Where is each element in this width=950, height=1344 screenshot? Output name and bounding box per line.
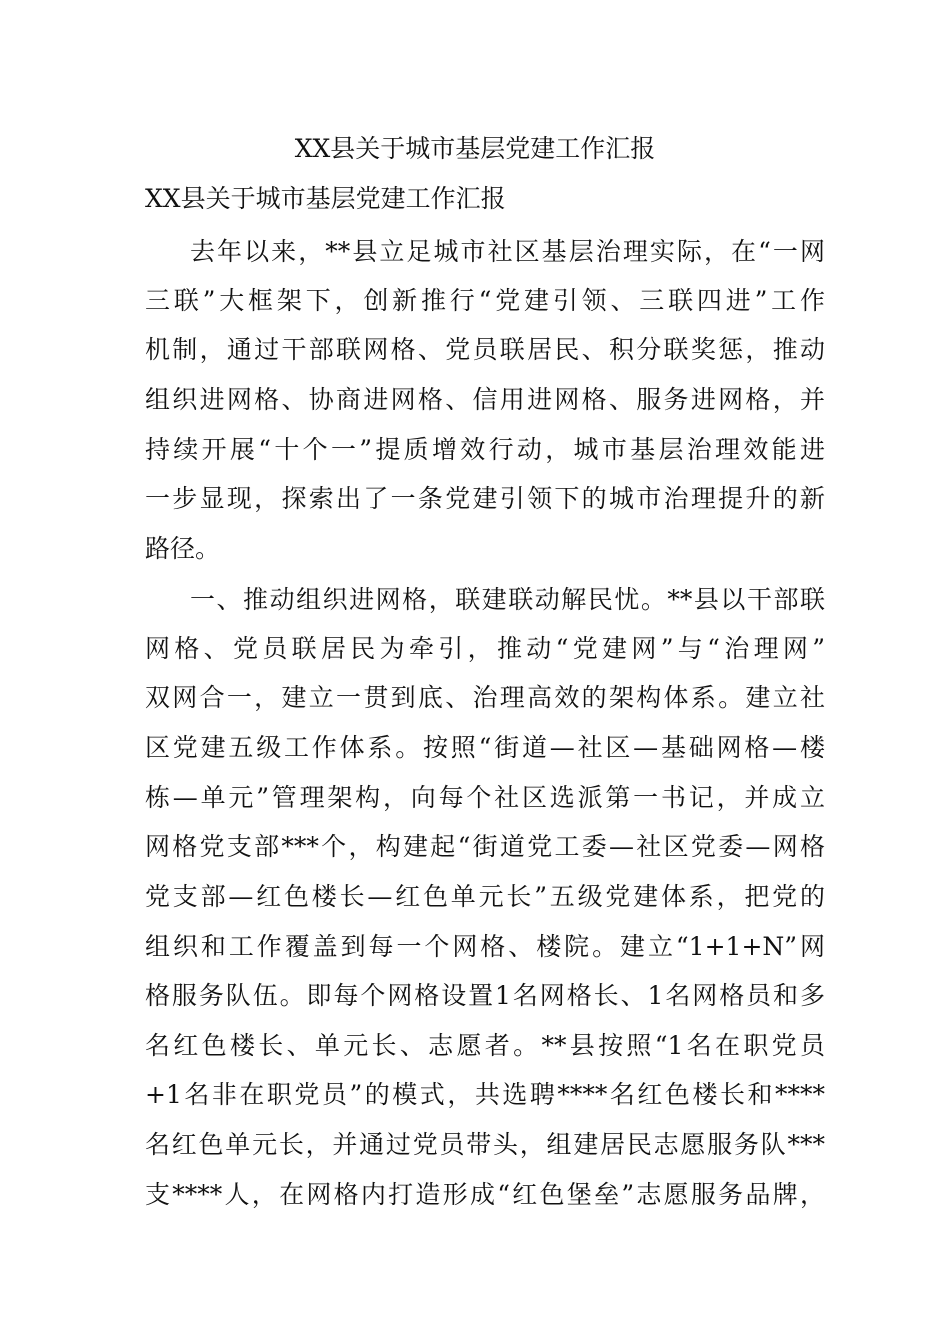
paragraph-line: 区党建五级工作体系。按照“街道—社区—基础网格—楼 xyxy=(145,733,825,762)
paragraph-line: 名红色单元长，并通过党员带头，组建居民志愿服务队*** xyxy=(145,1130,825,1159)
paragraph-line: 网格、党员联居民为牵引，推动“党建网”与“治理网” xyxy=(145,634,825,663)
paragraph-line: 名红色楼长、单元长、志愿者。**县按照“1名在职党员 xyxy=(145,1031,825,1060)
paragraph-line: +1名非在职党员”的模式，共选聘****名红色楼长和**** xyxy=(145,1080,825,1109)
paragraph-line: 一、推动组织进网格，联建联动解民忧。**县以干部联 xyxy=(190,585,825,614)
paragraph-line: 栋—单元”管理架构，向每个社区选派第一书记，并成立 xyxy=(145,783,825,812)
paragraph-line: 三联”大框架下，创新推行“党建引领、三联四进”工作 xyxy=(145,286,825,315)
paragraph-line: 一步显现，探索出了一条党建引领下的城市治理提升的新 xyxy=(145,484,825,513)
paragraph-line: 网格党支部***个，构建起“街道党工委—社区党委—网格 xyxy=(145,832,825,861)
document-title: XX县关于城市基层党建工作汇报 xyxy=(294,134,656,163)
paragraph-line: 格服务队伍。即每个网格设置1名网格长、1名网格员和多 xyxy=(145,981,825,1010)
paragraph-line: 机制，通过干部联网格、党员联居民、积分联奖惩，推动 xyxy=(145,335,825,364)
paragraph-line: 双网合一，建立一贯到底、治理高效的架构体系。建立社 xyxy=(145,683,825,712)
paragraph-line: 持续开展“十个一”提质增效行动，城市基层治理效能进 xyxy=(145,435,825,464)
paragraph-line: 去年以来，**县立足城市社区基层治理实际，在“一网 xyxy=(190,237,825,266)
paragraph-line: 党支部—红色楼长—红色单元长”五级党建体系，把党的 xyxy=(145,882,825,911)
paragraph-line: 组织和工作覆盖到每一个网格、楼院。建立“1+1+N”网 xyxy=(145,932,825,961)
paragraph-line: 组织进网格、协商进网格、信用进网格、服务进网格，并 xyxy=(145,385,825,414)
paragraph-line: 路径。 xyxy=(145,534,221,563)
document-subtitle: XX县关于城市基层党建工作汇报 xyxy=(145,184,506,213)
paragraph-line: 支****人，在网格内打造形成“红色堡垒”志愿服务品牌， xyxy=(145,1180,825,1209)
